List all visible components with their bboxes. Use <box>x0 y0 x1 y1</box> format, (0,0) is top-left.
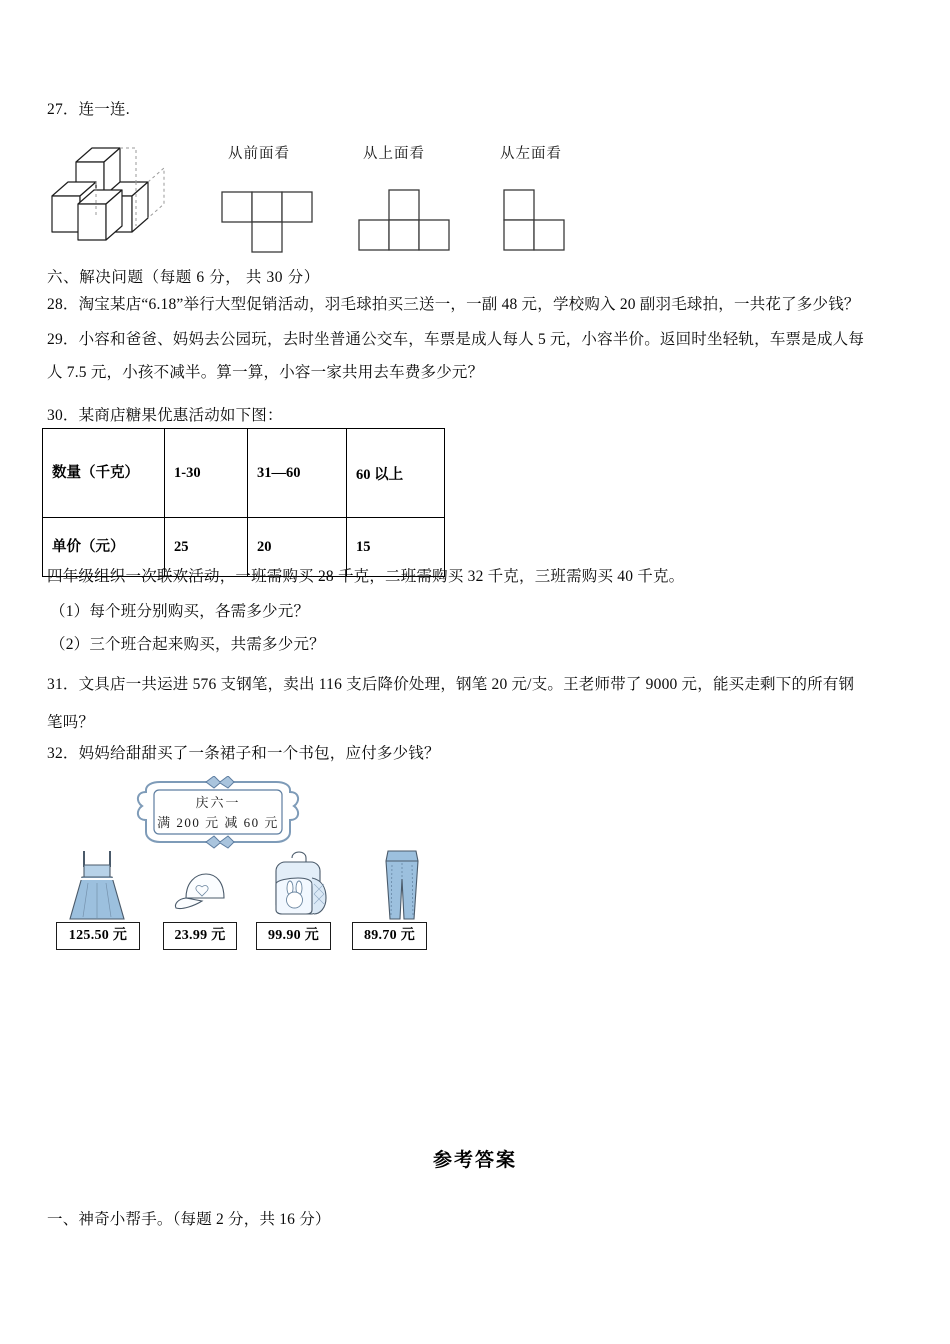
table-row-quantity <box>43 429 445 518</box>
price-box-dress: 125.50 元 <box>56 922 140 950</box>
dress-icon <box>66 845 128 923</box>
table-cell-price-3: 15 <box>347 518 445 577</box>
question-32-number: 32． <box>47 745 79 762</box>
left-view-shape <box>498 186 588 256</box>
table-rowheader-unit-price: 单价（元） <box>43 518 165 577</box>
question-30-number: 30． <box>47 407 79 424</box>
question-29-line-1 <box>47 328 864 351</box>
question-31-text-1: 文具店一共运进 576 支钢笔，卖出 116 支后降价处理，钢笔 20 元/支。王老师带了 9000 元，能买走剩下的所有钢 <box>78 676 855 693</box>
table-cell-price-2: 20 <box>248 518 347 577</box>
answers-section-1-heading: 一、神奇小帮手。（每题 2 分，共 16 分） <box>47 1211 331 1228</box>
candy-price-table <box>42 428 445 577</box>
table-cell-qty-1: 1-30 <box>165 429 248 518</box>
question-29-line-2: 人 7.5 元，小孩不减半。算一算，小容一家共用去车费多少元？ <box>47 364 484 381</box>
question-30-sub-2: （2）三个班合起来购买，共需多少元？ <box>50 636 325 653</box>
question-30-text: 某商店糖果优惠活动如下图： <box>78 407 283 424</box>
cap-icon <box>172 868 234 918</box>
question-29-text-1: 小容和爸爸、妈妈去公园玩，去时坐普通公交车，车票是成人每人 5 元，小容半价。返回时坐轻轨，车票是成人每 <box>78 331 865 348</box>
question-28 <box>47 293 860 316</box>
question-27-number: 27． <box>47 101 79 118</box>
table-cell-qty-3: 60 以上 <box>347 429 445 518</box>
question-30-sub-1: （1）每个班分别购买，各需多少元？ <box>50 603 310 620</box>
view-label-front: 从前面看 <box>228 146 290 162</box>
table-cell-qty-2: 31—60 <box>248 429 347 518</box>
front-view-shape <box>218 188 328 256</box>
question-27-text: 连一连. <box>78 101 130 118</box>
promo-banner-line-1: 庆六一 <box>195 795 241 810</box>
jeans-icon <box>378 845 426 923</box>
question-32-prompt <box>47 742 440 765</box>
promo-banner-line-2: 满 200 元 减 60 元 <box>157 815 279 830</box>
section-6-heading: 六、解决问题（每题 6 分， 共 30 分） <box>47 269 320 286</box>
table-rowheader-quantity: 数量（千克） <box>43 429 165 518</box>
question-30-prompt <box>47 404 283 427</box>
question-28-text: 淘宝某店“6.18”举行大型促销活动，羽毛球拍买三送一，一副 48 元，学校购入 20 副羽毛球拍，一共花了多少钱？ <box>78 296 860 313</box>
view-label-top: 从上面看 <box>363 146 425 162</box>
backpack-icon <box>268 848 334 922</box>
question-31-number: 31． <box>47 676 79 693</box>
question-31-line-2: 笔吗？ <box>47 714 95 731</box>
question-27-prompt <box>47 98 130 121</box>
answers-title: 参考答案 <box>432 1150 517 1171</box>
price-box-cap: 23.99 元 <box>163 922 237 950</box>
table-cell-price-1: 25 <box>165 518 248 577</box>
view-label-left: 从左面看 <box>500 146 562 162</box>
question-31-line-1 <box>47 673 854 696</box>
price-box-jeans: 89.70 元 <box>352 922 427 950</box>
question-32-text: 妈妈给甜甜买了一条裙子和一个书包，应付多少钱？ <box>78 745 440 762</box>
question-29-number: 29． <box>47 331 79 348</box>
price-box-backpack: 99.90 元 <box>256 922 331 950</box>
top-view-shape <box>353 186 463 256</box>
question-30-body: 四年级组织一次联欢活动，一班需购买 28 千克，二班需购买 32 千克，三班需购买 40 千克。 <box>47 568 685 585</box>
solid-figure-3d <box>48 134 176 252</box>
question-28-number: 28． <box>47 296 79 313</box>
